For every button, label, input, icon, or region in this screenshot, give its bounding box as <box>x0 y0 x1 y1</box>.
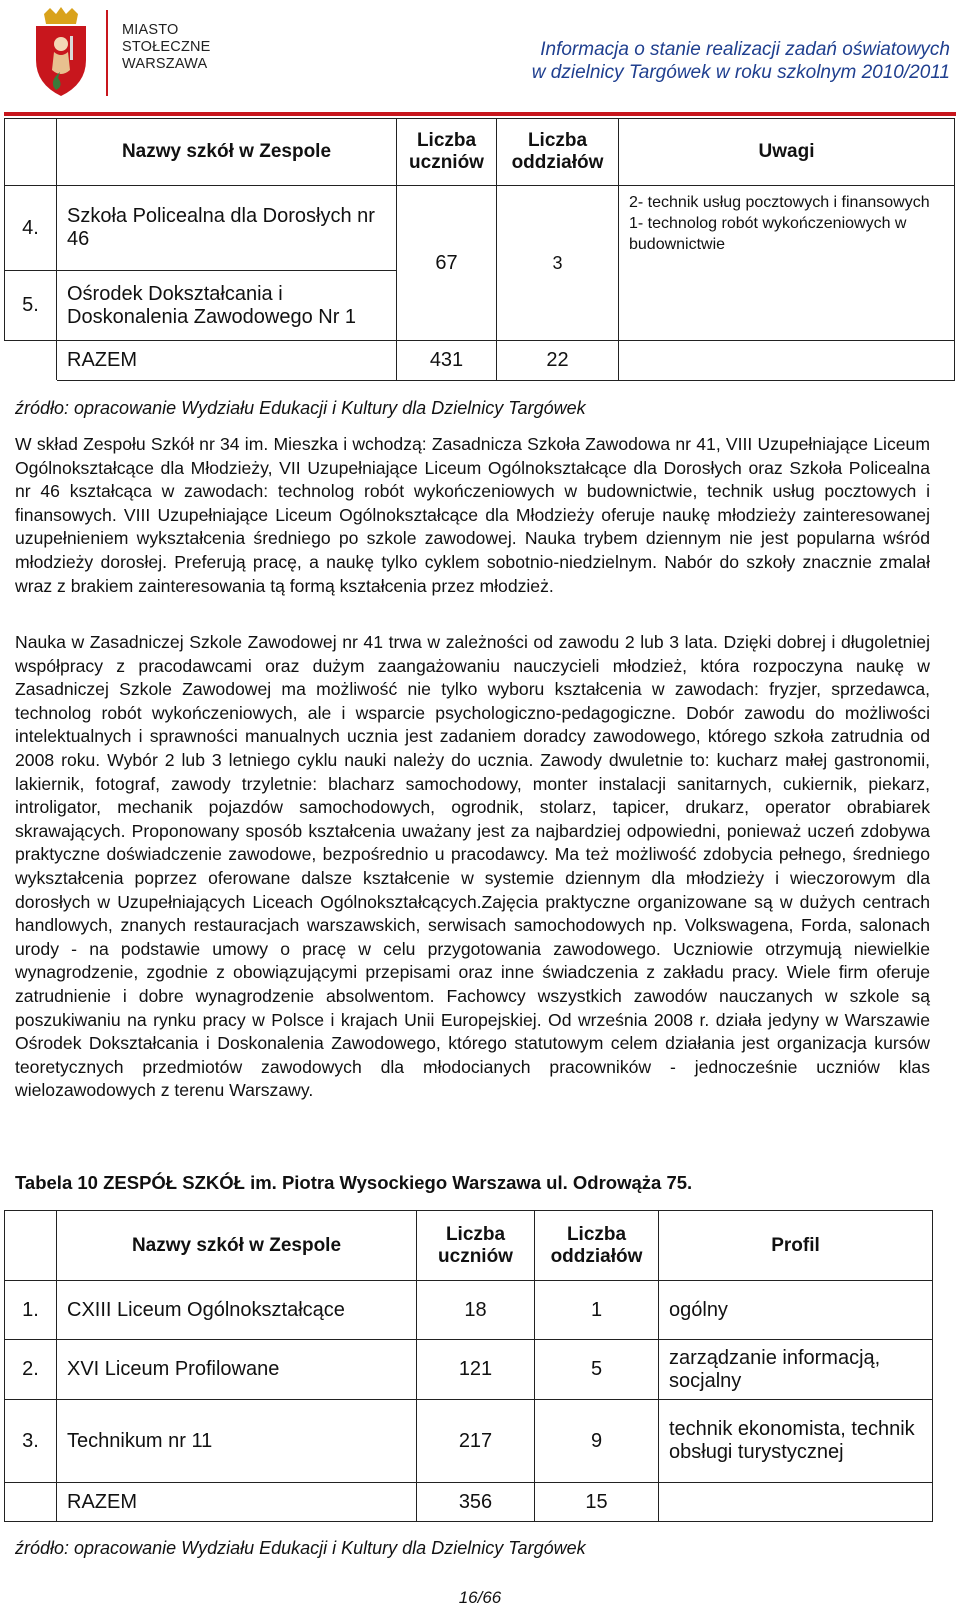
document-title-line: Informacja o stanie realizacji zadań oświatowych <box>540 39 950 60</box>
city-logo-text <box>122 22 211 73</box>
student-count: 121 <box>417 1340 535 1400</box>
page-header <box>0 0 960 118</box>
table-row <box>5 186 955 271</box>
table-header-cell: Uwagi <box>619 119 955 186</box>
table-header-cell: Liczba uczniów <box>417 1211 535 1281</box>
total-row <box>5 341 955 381</box>
schools-table-2 <box>4 1210 933 1522</box>
logo-divider <box>106 10 108 96</box>
total-label: RAZEM <box>57 1483 417 1522</box>
empty-cell <box>659 1483 933 1522</box>
total-classes: 22 <box>497 341 619 381</box>
table-header-cell <box>5 1211 57 1281</box>
document-title <box>240 38 950 84</box>
student-count: 217 <box>417 1400 535 1483</box>
logo-line: WARSZAWA <box>122 56 208 72</box>
table-header-cell <box>5 119 57 186</box>
empty-cell <box>5 1483 57 1522</box>
table-source-note: źródło: opracowanie Wydziału Edukacji i Kultury dla Dzielnicy Targówek <box>15 1538 586 1558</box>
table-row <box>5 1281 933 1340</box>
row-number: 2. <box>5 1340 57 1400</box>
table-header-cell: Liczba oddziałów <box>497 119 619 186</box>
logo-line: MIASTO <box>122 22 179 38</box>
class-count: 5 <box>535 1340 659 1400</box>
school-name: XVI Liceum Profilowane <box>57 1340 417 1400</box>
class-count: 3 <box>497 186 619 341</box>
profile: ogólny <box>659 1281 933 1340</box>
table-header-cell: Profil <box>659 1211 933 1281</box>
schools-table-1 <box>4 118 955 381</box>
class-count: 9 <box>535 1400 659 1483</box>
table-row <box>5 1340 933 1400</box>
row-number: 3. <box>5 1400 57 1483</box>
school-name: CXIII Liceum Ogólnokształcące <box>57 1281 417 1340</box>
logo-line: STOŁECZNE <box>122 39 211 55</box>
table-title: Tabela 10 ZESPÓŁ SZKÓŁ im. Piotra Wysockiego Warszawa ul. Odrowąża 75. <box>15 1172 693 1193</box>
row-number: 1. <box>5 1281 57 1340</box>
total-classes: 15 <box>535 1483 659 1522</box>
student-count: 18 <box>417 1281 535 1340</box>
table-row <box>5 1400 933 1483</box>
table-header-cell: Liczba uczniów <box>397 119 497 186</box>
table-header-row <box>5 1211 933 1281</box>
notes: 2- technik usług pocztowych i finansowych 1- technolog robót wykończeniowych w budownictwie <box>619 186 955 341</box>
row-number: 4. <box>5 186 57 271</box>
table-header-cell: Nazwy szkół w Zespole <box>57 119 397 186</box>
class-count: 1 <box>535 1281 659 1340</box>
table-header-row <box>5 119 955 186</box>
total-row <box>5 1483 933 1522</box>
school-name: Szkoła Policealna dla Dorosłych nr 46 <box>57 186 397 271</box>
empty-cell <box>619 341 955 381</box>
student-count: 67 <box>397 186 497 341</box>
body-paragraph: Nauka w Zasadniczej Szkole Zawodowej nr 41 trwa w zależności od zawodu 2 lub 3 lata. Dzięki dobrej i długoletniej współpracy z pracodawcami oraz dużym zaangażowaniu nauczycieli młodzież, która rozpoczyna naukę w Zasadniczej Szkole Zawodowej ma możliwość nie tylko wyboru kształcenia w zawodach: fryzjer, sprzedawca, technolog robót wykończeniowych, ale i wsparcie psychologiczno-pedagogiczne. Dobór zawodu do możliwości intelektualnych i sprawności manualnych ucznia jest zadaniem doradcy zawodowego, którego szkoła zatrudnia od 2008 roku. Wybór 2 lub 3 letniego cyklu nauki należy do ucznia. Zawody dwuletnie to: kucharz małej gastronomii, lakiernik, fotograf, zawody trzyletnie: blacharz samochodowy, monter instalacji sanitarnych, cukiernik, piekarz, introligator, mechanik pojazdów samochodowych, ogrodnik, stolarz, tapicer, drukarz, operator obrabiarek skrawających. Proponowany sposób kształcenia uważany jest za najbardziej odpowiedni, ponieważ uczeń zdobywa praktyczne doświadczenie zawodowe, bezpośrednio u pracodawcy. Ma też możliwość zdobycia pełnego, średniego wykształcenia poprzez oferowane dalsze kształcenie w systemie dziennym dla młodzieży i wieczorowym dla dorosłych w Uzupełniających Liceach Ogólnokształcących.Zajęcia praktyczne organizowane są w dużych centrach handlowych, znanych restauracjach warszawskich, serwisach samochodowych np. Volkswagena, Forda, salonach urody - na podstawie umowy o pracę w celu przygotowania zawodowego. Uczniowie otrzymują niewielkie wynagrodzenie, zgodnie z obowiązującymi przepisami oraz inne świadczenia z zakładu pracy. Wiele firm oferuje zatrudnienie i dobre wynagrodzenie absolwentom. Fachowcy wszystkich zawodów nauczanych w szkole są poszukiwaniu na rynku pracy w Polsce i krajach Unii Europejskiej. Od września 2008 r. działa jedyny w Warszawie Ośrodek Dokształcania i Doskonalenia Zawodowego, którego statutowym celem działania jest organizacja kursów teoretycznych przedmiotów zawodowych dla młodocianych pracowników - jednocześnie uczniów klas wielozawodowych z terenu Warszawy. <box>15 632 930 1101</box>
empty-cell <box>5 341 57 381</box>
body-paragraph: W skład Zespołu Szkół nr 34 im. Mieszka i wchodzą: Zasadnicza Szkoła Zawodowa nr 41, VIII Uzupełniające Liceum Ogólnokształcące dla Młodzieży, VII Uzupełniające Liceum Ogólnokształcące dla Dorosłych oraz Szkoła Policealna nr 46 kształcąca w zawodach: technolog robót wykończeniowych w budownictwie, technik usług pocztowych i finansowych. VIII Uzupełniające Liceum Ogólnokształcące dla Młodzieży oferuje naukę młodzieży zainteresowanej uzupełnieniem wykształcenia średniego po szkole zawodowej. Nauka trybem dziennym nie jest popularna wśród młodzieży dorosłej. Preferują pracę, a naukę tylko cyklem sobotnio-niedzielnym. Nabór do szkoły znacznie zmalał wraz z brakiem zainteresowania tą formą kształcenia przez młodzież. <box>15 434 930 596</box>
profile: technik ekonomista, technik obsługi turystycznej <box>659 1400 933 1483</box>
total-students: 431 <box>397 341 497 381</box>
header-rule <box>4 112 956 116</box>
table-source-note: źródło: opracowanie Wydziału Edukacji i Kultury dla Dzielnicy Targówek <box>15 398 586 418</box>
total-label: RAZEM <box>57 341 397 381</box>
page-number: 16/66 <box>458 1588 502 1607</box>
table-header-cell: Nazwy szkół w Zespole <box>57 1211 417 1281</box>
table-header-cell: Liczba oddziałów <box>535 1211 659 1281</box>
school-name: Technikum nr 11 <box>57 1400 417 1483</box>
total-students: 356 <box>417 1483 535 1522</box>
profile: zarządzanie informacją, socjalny <box>659 1340 933 1400</box>
warsaw-crest-icon <box>30 6 92 98</box>
document-title-line: w dzielnicy Targówek w roku szkolnym 2010/2011 <box>531 62 950 83</box>
school-name: Ośrodek Dokształcania i Doskonalenia Zawodowego Nr 1 <box>57 271 397 341</box>
row-number: 5. <box>5 271 57 341</box>
